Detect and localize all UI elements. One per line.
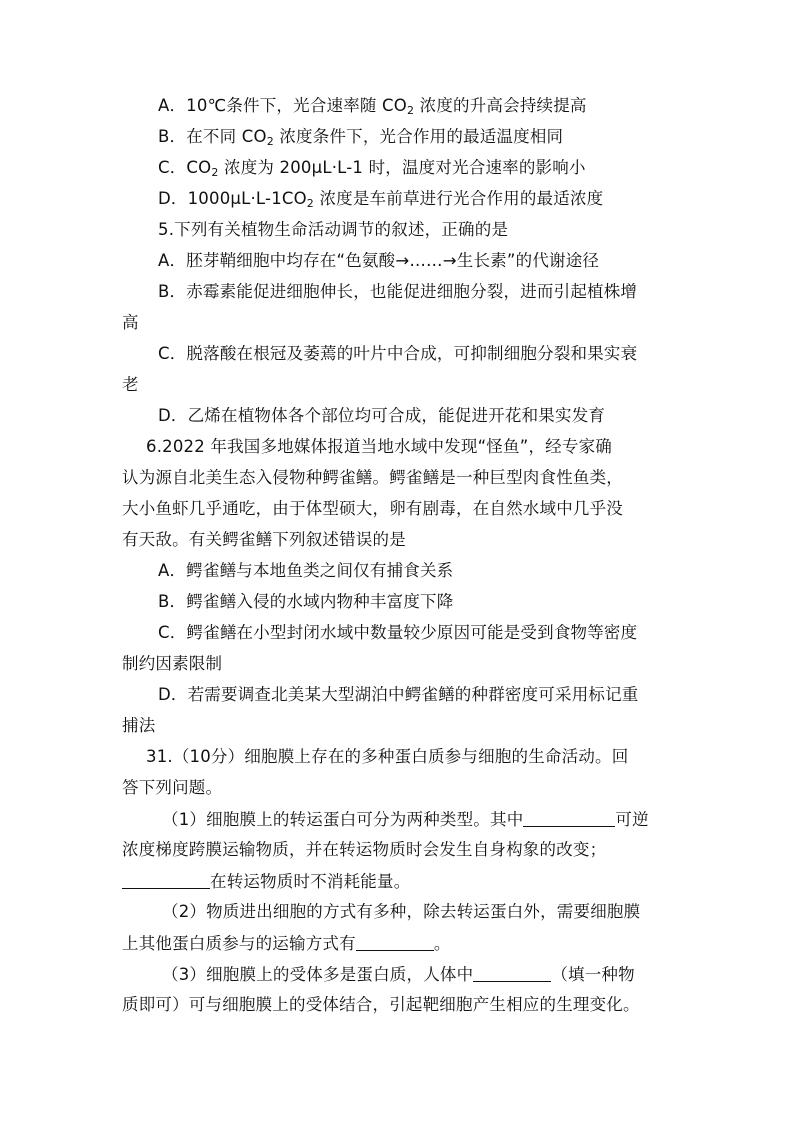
q6-option-d-line1: D．若需要调查北美某大型湖泊中鳄雀鳝的种群密度可采用标记重 [158,685,639,704]
q4-b-text-end: 浓度条件下，光合作用的最适温度相同 [273,127,564,146]
q4-option-a [158,95,587,122]
q4-a-text-end: 浓度的升高会持续提高 [414,96,587,115]
q6-stem-line4: 有天敌。有关鳄雀鳝下列叙述错误的是 [122,530,406,549]
q5-option-c-line1: C．脱落酸在根冠及萎蔫的叶片中合成，可抑制细胞分裂和果实衰 [158,344,638,363]
q31-part1-text-end: 可逆 [615,810,649,829]
q31-part2-period: 。 [433,934,451,953]
q6-option-c-line2: 制约因素限制 [122,654,223,673]
answer-blank-3[interactable] [356,932,434,951]
q5-option-b-line2: 高 [122,313,139,332]
q31-part3-line2: 质即可）可与细胞膜上的受体结合，引起靶细胞产生相应的生理变化。 [122,995,640,1014]
answer-blank-2[interactable] [122,870,210,889]
q6-option-c-line1: C．鳄雀鳝在小型封闭水域中数量较少原因可能是受到食物等密度 [158,623,638,642]
q4-d-text: D．1000μL·L-1CO [158,189,307,208]
q31-part2-line1: （2）物质进出细胞的方式有多种，除去转运蛋白外，需要细胞膜 [162,902,641,921]
q4-d-text-end: 浓度是车前草进行光合作用的最适浓度 [314,189,604,208]
answer-blank-1[interactable] [523,808,615,827]
q4-b-sub: 2 [266,135,274,148]
q31-stem-line1: 31.（10分）细胞膜上存在的多种蛋白质参与细胞的生命活动。回 [146,747,629,766]
q31-part3-line1 [162,963,635,986]
q4-d-sub: 2 [306,197,314,210]
q6-stem-line1: 6.2022 年我国多地媒体报道当地水域中发现“怪鱼”，经专家确 [146,437,612,456]
q4-a-text: A．10℃条件下，光合速率随 CO [158,96,407,115]
q31-part2-text: 上其他蛋白质参与的运输方式有 [122,934,356,953]
q31-stem-line2: 答下列问题。 [122,778,223,797]
q4-option-c [158,157,586,184]
q31-part3-text: （3）细胞膜上的受体多是蛋白质，人体中 [162,965,474,984]
q6-option-d-line2: 捕法 [122,716,156,735]
q4-option-b [158,126,563,153]
q4-c-sub: 2 [211,166,219,179]
q4-c-text-end: 浓度为 200μL·L-1 时，温度对光合速率的影响小 [218,158,586,177]
q4-b-text: B．在不同 CO [158,127,267,146]
answer-blank-4[interactable] [473,963,551,982]
q6-stem-line3: 大小鱼虾几乎通吃，由于体型硕大，卵有剧毒，在自然水域中几乎没 [122,499,623,518]
q5-option-c-line2: 老 [122,375,139,394]
q5-option-a: A．胚芽鞘细胞中均存在“色氨酸→……→生长素”的代谢途径 [158,251,600,270]
q5-option-d: D．乙烯在植物体各个部位均可合成，能促进开花和果实发育 [158,406,606,425]
q31-part3-text-end: （填一种物 [551,965,635,984]
q4-option-d [158,188,603,215]
q6-option-b: B．鳄雀鳝入侵的水域内物种丰富度下降 [158,592,454,611]
q31-part1-line3 [122,870,410,893]
q6-stem-line2: 认为源自北美生态入侵物种鳄雀鳝。鳄雀鳝是一种巨型肉食性鱼类， [122,468,623,487]
q31-part1-line2: 浓度梯度跨膜运输物质，并在转运物质时会发生自身构象的改变； [122,840,607,859]
q31-part1-text-tail: 在转运物质时不消耗能量。 [210,872,411,891]
q31-part1-line1 [162,808,649,831]
q6-option-a: A．鳄雀鳝与本地鱼类之间仅有捕食关系 [158,561,454,580]
q4-c-text: C．CO [158,158,212,177]
q5-stem: 5.下列有关植物生命活动调节的叙述，正确的是 [158,220,509,239]
q4-a-sub: 2 [406,104,415,117]
q31-part2-line2 [122,932,451,955]
q31-part1-text: （1）细胞膜上的转运蛋白可分为两种类型。其中 [162,810,524,829]
q5-option-b-line1: B．赤霉素能促进细胞伸长，也能促进细胞分裂，进而引起植株增 [158,282,638,301]
